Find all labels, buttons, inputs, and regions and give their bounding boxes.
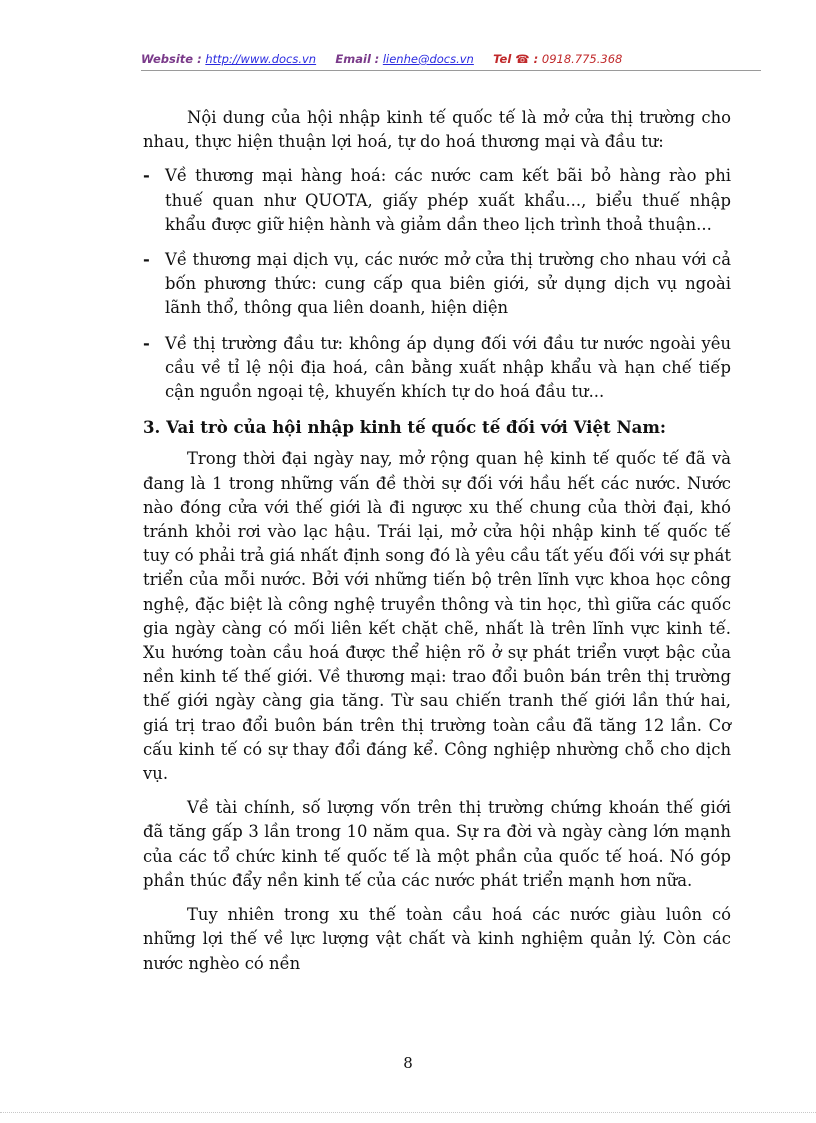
bullet-marker: - (143, 250, 150, 270)
body-paragraph: Tuy nhiên trong xu thế toàn cầu hoá các nước giàu luôn có những lợi thế về lực lượng vật chất và kinh nghiệm quản lý. Còn các nước nghèo có nền (143, 905, 731, 973)
page-header (141, 52, 761, 70)
email-separator: : (374, 52, 380, 66)
document-body (143, 106, 731, 976)
email-label: Email (335, 52, 371, 66)
website-label: Website : (141, 52, 202, 66)
intro-paragraph: Nội dung của hội nhập kinh tế quốc tế là mở cửa thị trường cho nhau, thực hiện thuận lợi hoá, tự do hoá thương mại và đầu tư: (143, 108, 731, 152)
website-link[interactable]: http://www.docs.vn (205, 52, 317, 66)
bullet-marker: - (143, 333, 150, 353)
body-paragraph: Về tài chính, số lượng vốn trên thị trường chứng khoán thế giới đã tăng gấp 3 lần trong 10 năm qua. Sự ra đời và ngày càng lớn mạnh của các tổ chức kinh tế quốc tế là một phần của quốc tế hoá. Nó góp phần thúc đẩy nền kinh tế của các nước phát triển mạnh hơn nữa. (143, 798, 731, 890)
body-paragraph: Trong thời đại ngày nay, mở rộng quan hệ kinh tế quốc tế đã và đang là 1 trong những vấn đề thời sự đối với hầu hết các nước. Nước nào đóng cửa với thế giới là đi ngược xu thế chung của thời đại, khó tránh khỏi rơi vào lạc hậu. Trái lại, mở cửa hội nhập kinh tế quốc tế tuy có phải trả giá nhất định song đó là yêu cầu tất yếu đối với sự phát triển của mỗi nước. Bởi với những tiến bộ trên lĩnh vực khoa học công nghệ, đặc biệt là công nghệ truyền thông và tin học, thì giữa các quốc gia ngày càng có mối liên kết chặt chẽ, nhất là trên lĩnh vực kinh tế. Xu hướng toàn cầu hoá được thể hiện rõ ở sự phát triển vượt bậc của nền kinh tế thế giới. Về thương mại: trao đổi buôn bán trên thị trường thế giới ngày càng gia tăng. Từ sau chiến tranh thế giới lần thứ hai, giá trị trao đổi buôn bán trên thị trường toàn cầu đã tăng 12 lần. Cơ cấu kinh tế có sự thay đổi đáng kể. Công nghiệp nhường chỗ cho dịch vụ. (143, 449, 731, 784)
section-heading: 3. Vai trò của hội nhập kinh tế quốc tế đối với Việt Nam: (143, 417, 667, 438)
page-number: 8 (403, 1054, 413, 1072)
footer-divider (0, 1112, 816, 1113)
bullet-item (143, 164, 731, 237)
bullet-text: Về thương mại hàng hoá: các nước cam kết bãi bỏ hàng rào phi thuế quan như QUOTA, giấy phép xuất khẩu..., biểu thuế nhập khẩu được giữ hiện hành và giảm dần theo lịch trình thoả thuận... (165, 166, 731, 234)
bullet-text: Về thị trường đầu tư: không áp dụng đối với đầu tư nước ngoài yêu cầu về tỉ lệ nội địa hoá, cân bằng xuất nhập khẩu và hạn chế tiếp cận nguồn ngoại tệ, khuyến khích tự do hoá đầu tư... (165, 333, 731, 402)
bullet-item (143, 332, 731, 405)
email-link[interactable]: lienhe@docs.vn (382, 52, 474, 66)
bullet-item (143, 248, 731, 321)
bullet-text: Về thương mại dịch vụ, các nước mở cửa thị trường cho nhau với cả bốn phương thức: cung cấp qua biên giới, sử dụng dịch vụ ngoài lãnh thổ, thông qua liên doanh, hiện diện (165, 250, 731, 318)
bullet-marker: - (143, 166, 150, 186)
tel-label: Tel ☎ : (493, 52, 539, 66)
header-divider (141, 70, 761, 71)
tel-number: 0918.775.368 (541, 52, 623, 66)
